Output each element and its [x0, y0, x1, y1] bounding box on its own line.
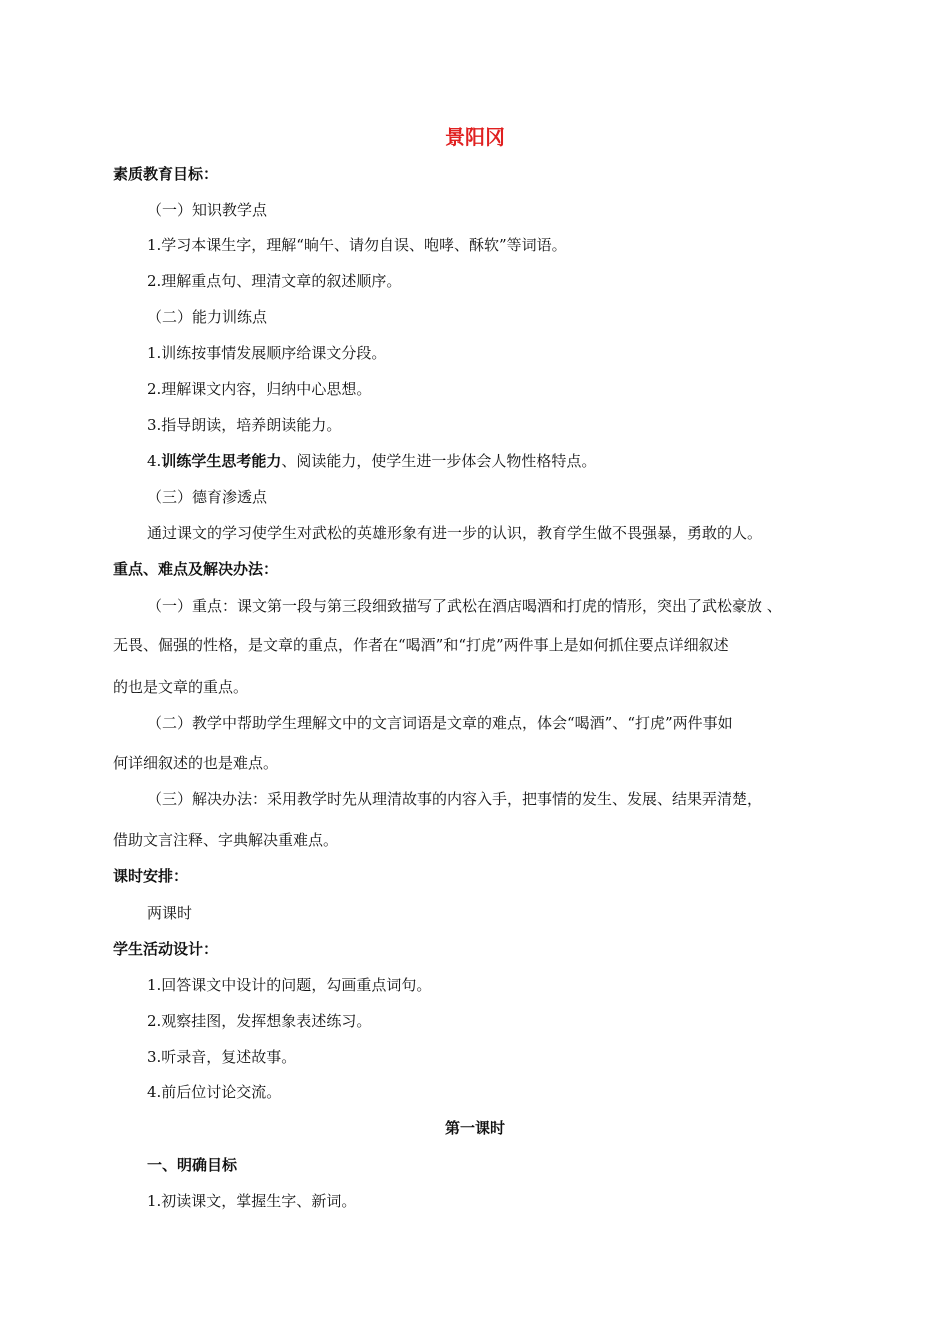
- key-points-p2-line-1: （二）教学中帮助学生理解文中的文言词语是文章的难点，体会“喝酒”、“打虎”两件事如: [147, 714, 733, 732]
- ability-item-4: [147, 451, 596, 471]
- knowledge-heading: （一）知识教学点: [147, 201, 268, 219]
- lesson1-subheading: 一、明确目标: [147, 1156, 238, 1174]
- document-title: 景阳冈: [445, 125, 505, 149]
- ability-item-4-rest: 、阅读能力，使学生进一步体会人物性格特点。: [281, 452, 597, 470]
- key-points-heading: 重点、难点及解决办法：: [113, 560, 279, 578]
- activity-item-3: 3.听录音，复述故事。: [147, 1048, 297, 1066]
- lesson1-item-1: 1.初读课文，掌握生字、新词。: [147, 1192, 357, 1210]
- key-points-p1-line-1: （一）重点：课文第一段与第三段细致描写了武松在酒店喝酒和打虎的情形，突出了武松豪放 、: [147, 597, 782, 615]
- ability-item-3: 3.指导朗读，培养朗读能力。: [147, 416, 342, 434]
- key-points-p2-line-2: 何详细叙述的也是难点。: [113, 754, 279, 772]
- activities-heading: 学生活动设计：: [113, 940, 219, 958]
- ability-item-4-bold: 训练学生思考能力: [161, 452, 282, 470]
- ability-item-1: 1.训练按事情发展顺序给课文分段。: [147, 344, 387, 362]
- moral-heading: （三）德育渗透点: [147, 488, 268, 506]
- ability-heading: （二）能力训练点: [147, 308, 268, 326]
- ability-item-2: 2.理解课文内容，归纳中心思想。: [147, 380, 372, 398]
- knowledge-item-2: 2.理解重点句、理清文章的叙述顺序。: [147, 272, 402, 290]
- lesson1-heading: 第一课时: [444, 1119, 505, 1137]
- key-points-p1-line-3: 的也是文章的重点。: [113, 678, 249, 696]
- goals-heading: 素质教育目标：: [113, 165, 219, 183]
- key-points-p1-line-2: 无畏、倔强的性格，是文章的重点，作者在“喝酒”和“打虎”两件事上是如何抓住要点详细叙述: [113, 636, 729, 654]
- schedule-heading: 课时安排：: [113, 867, 189, 885]
- schedule-text: 两课时: [147, 904, 193, 922]
- activity-item-1: 1.回答课文中设计的问题，勾画重点词句。: [147, 976, 432, 994]
- moral-text: 通过课文的学习使学生对武松的英雄形象有进一步的认识，教育学生做不畏强暴，勇敢的人。: [147, 524, 763, 542]
- key-points-p3-line-2: 借助文言注释、字典解决重难点。: [113, 831, 339, 849]
- knowledge-item-1: 1.学习本课生字，理解“晌午、请勿自误、咆哮、酥软”等词语。: [147, 236, 567, 254]
- key-points-p3-line-1: （三）解决办法：采用教学时先从理清故事的内容入手，把事情的发生、发展、结果弄清楚，: [147, 790, 763, 808]
- activity-item-2: 2.观察挂图，发挥想象表述练习。: [147, 1012, 372, 1030]
- ability-item-4-prefix: 4.: [147, 452, 162, 470]
- activity-item-4: 4.前后位讨论交流。: [147, 1083, 282, 1101]
